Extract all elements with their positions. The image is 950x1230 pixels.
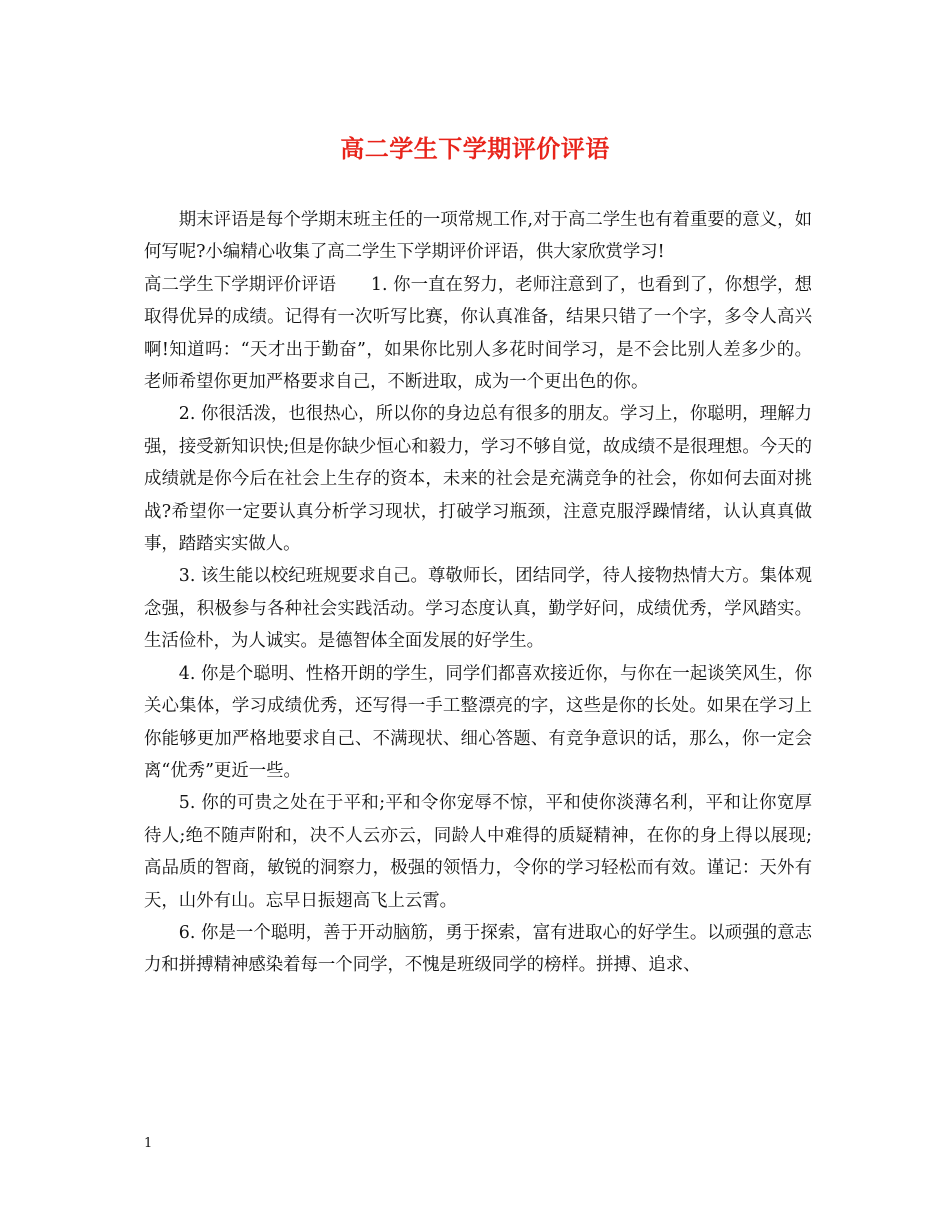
document-body	[144, 204, 812, 982]
comment-paragraph-6: 6. 你是一个聪明，善于开动脑筋，勇于探索，富有进取心的好学生。以顽强的意志力和拼搏精神感染着每一个同学，不愧是班级同学的榜样。拼搏、追求、	[144, 922, 812, 976]
comment-paragraph-1: 高二学生下学期评价评语 1. 你一直在努力，老师注意到了，也看到了，你想学，想取得优异的成绩。记得有一次听写比赛，你认真准备，结果只错了一个字，多令人高兴啊!知道吗：“天才出于勤奋”，如果你比别人多花时间学习，是不会比别人差多少的。老师希望你更加严格要求自己，不断进取，成为一个更出色的你。	[144, 274, 812, 393]
comment-paragraph-2: 2. 你很活泼，也很热心，所以你的身边总有很多的朋友。学习上，你聪明，理解力强，接受新知识快;但是你缺少恒心和毅力，学习不够自觉，故成绩不是很理想。今天的成绩就是你今后在社会上生存的资本，未来的社会是充满竞争的社会，你如何去面对挑战?希望你一定要认真分析学习现状，打破学习瓶颈，注意克服浮躁情绪，认认真真做事，踏踏实实做人。	[144, 404, 812, 555]
intro-paragraph: 期末评语是每个学期末班主任的一项常规工作,对于高二学生也有着重要的意义，如何写呢?小编精心收集了高二学生下学期评价评语，供大家欣赏学习!	[144, 210, 812, 263]
comment-paragraph-4: 4. 你是个聪明、性格开朗的学生，同学们都喜欢接近你，与你在一起谈笑风生，你关心集体，学习成绩优秀，还写得一手工整漂亮的字，这些是你的长处。如果在学习上你能够更加严格地要求自己、不满现状、细心答题、有竞争意识的话，那么，你一定会离“优秀”更近一些。	[144, 663, 812, 781]
page-number: 1	[144, 1136, 153, 1151]
comment-paragraph-5: 5. 你的可贵之处在于平和;平和令你宠辱不惊，平和使你淡薄名利，平和让你宽厚待人;绝不随声附和，决不人云亦云，同龄人中难得的质疑精神，在你的身上得以展现;高品质的智商，敏锐的洞察力，极强的领悟力，令你的学习轻松而有效。谨记：天外有天，山外有山。忘早日振翅高飞上云霄。	[144, 793, 812, 911]
document-title: 高二学生下学期评价评语	[340, 134, 610, 163]
comment-paragraph-3: 3. 该生能以校纪班规要求自己。尊敬师长，团结同学，待人接物热情大方。集体观念强，积极参与各种社会实践活动。学习态度认真，勤学好问，成绩优秀，学风踏实。生活俭朴，为人诚实。是德智体全面发展的好学生。	[144, 566, 812, 652]
